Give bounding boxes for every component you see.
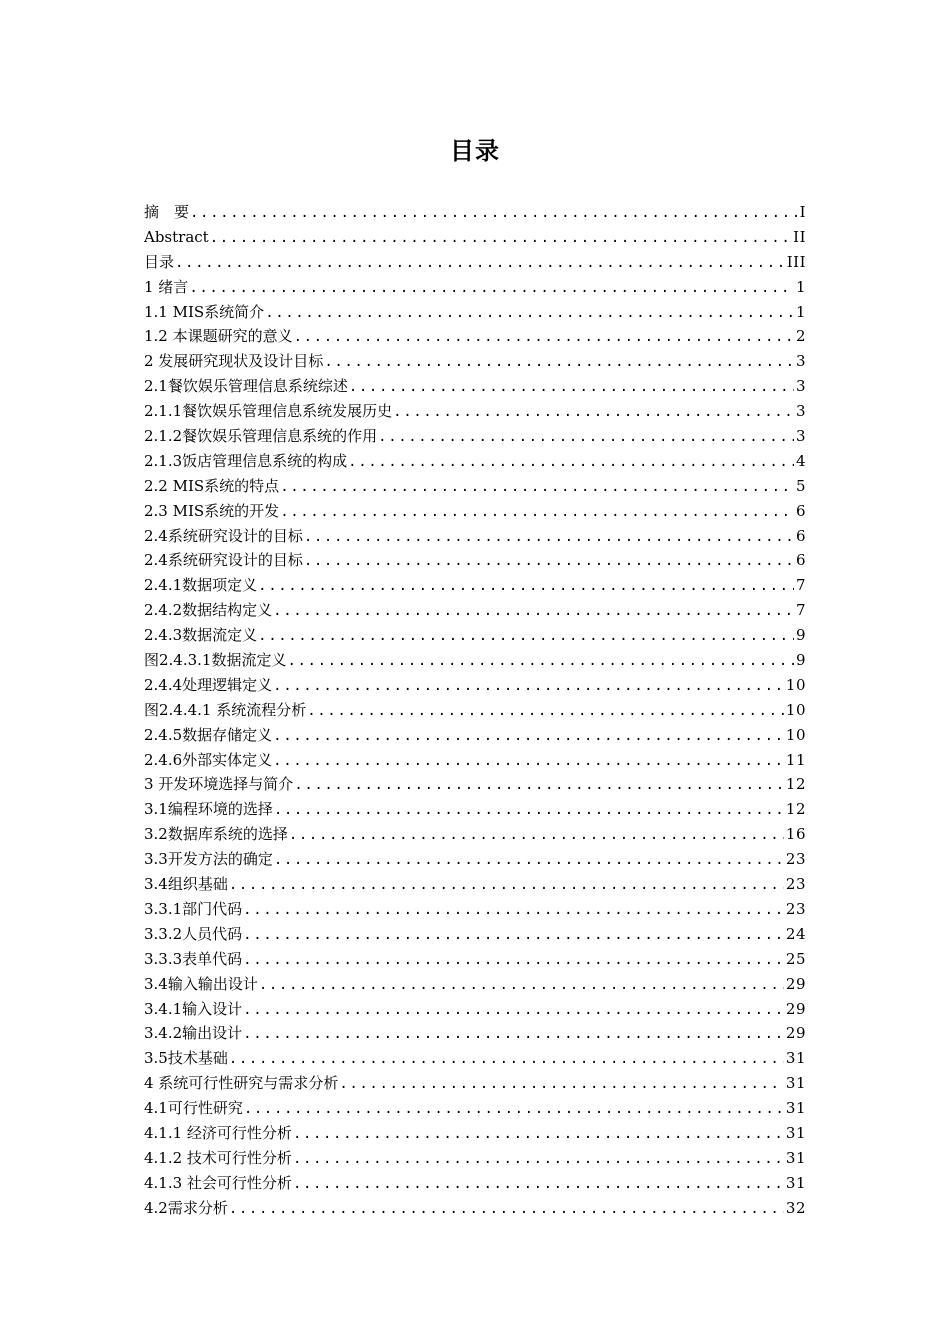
toc-dot-leader <box>273 749 784 773</box>
toc-entry[interactable] <box>144 947 806 972</box>
toc-entry-page: 1 <box>795 277 806 296</box>
toc-entry-page: 11 <box>785 750 806 769</box>
toc-entry-label: 4.2需求分析 <box>144 1198 228 1217</box>
toc-entry-page: 6 <box>795 551 806 570</box>
toc-entry-label: 3.4输入输出设计 <box>144 974 258 993</box>
toc-entry-page: 6 <box>795 526 806 545</box>
toc-entry-label: 2.4.6外部实体定义 <box>144 750 273 769</box>
toc-entry[interactable] <box>144 548 806 573</box>
toc-dot-leader <box>229 1047 784 1071</box>
toc-entry-page: 3 <box>795 352 806 371</box>
toc-entry-page: 23 <box>785 899 806 918</box>
toc-dot-leader <box>273 724 784 748</box>
toc-entry-label: 4.1.3 社会可行性分析 <box>144 1173 292 1192</box>
toc-entry-page: 1 <box>795 302 806 321</box>
toc-dot-leader <box>244 1097 784 1121</box>
toc-entry-page: 3 <box>795 427 806 446</box>
toc-entry-label: 3.3开发方法的确定 <box>144 850 273 869</box>
toc-dot-leader <box>243 948 784 972</box>
toc-entry-label: 2.1.3饭店管理信息系统的构成 <box>144 451 348 470</box>
toc-dot-leader <box>229 1197 784 1221</box>
toc-entry-label: 1.2 本课题研究的意义 <box>144 327 293 346</box>
toc-dot-leader <box>175 251 785 275</box>
toc-dot-leader <box>280 475 794 499</box>
toc-entry-page: 12 <box>785 800 806 819</box>
toc-entry-page: 31 <box>785 1123 806 1142</box>
toc-dot-leader <box>294 325 794 349</box>
toc-entry-page: 29 <box>785 1024 806 1043</box>
toc-entry[interactable] <box>144 997 806 1022</box>
toc-entry[interactable] <box>144 474 806 499</box>
toc-entry[interactable] <box>144 623 806 648</box>
toc-entry[interactable] <box>144 1096 806 1121</box>
toc-entry-label: 2.4.2数据结构定义 <box>144 601 273 620</box>
toc-entry[interactable] <box>144 1021 806 1046</box>
toc-entry-label: 2.2 MIS系统的特点 <box>144 476 280 495</box>
toc-entry-page: 31 <box>785 1148 806 1167</box>
toc-entry[interactable] <box>144 275 806 300</box>
toc-entry-label: 3.2数据库系统的选择 <box>144 825 288 844</box>
toc-entry-label: 3.3.3表单代码 <box>144 949 243 968</box>
toc-dot-leader <box>190 201 798 225</box>
toc-entry[interactable] <box>144 922 806 947</box>
toc-entry-label: 2 发展研究现状及设计目标 <box>144 352 324 371</box>
toc-dot-leader <box>229 873 784 897</box>
toc-dot-leader <box>304 549 794 573</box>
toc-entry[interactable] <box>144 897 806 922</box>
toc-entry-page: 31 <box>785 1099 806 1118</box>
toc-entry-label: 图2.4.4.1 系统流程分析 <box>144 700 307 719</box>
toc-entry-label: 3.5技术基础 <box>144 1049 228 1068</box>
toc-entry[interactable] <box>144 1046 806 1071</box>
toc-dot-leader <box>294 773 784 797</box>
toc-dot-leader <box>339 1072 784 1096</box>
toc-entry[interactable] <box>144 1171 806 1196</box>
toc-entry[interactable] <box>144 374 806 399</box>
toc-entry[interactable] <box>144 300 806 325</box>
toc-dot-leader <box>393 400 794 424</box>
toc-entry[interactable] <box>144 449 806 474</box>
toc-dot-leader <box>274 848 784 872</box>
toc-entry-label: 3.4.1输入设计 <box>144 999 243 1018</box>
toc-entry-label: 2.4.1数据项定义 <box>144 576 258 595</box>
toc-entry-page: 2 <box>795 327 806 346</box>
toc-entry-page: 4 <box>795 451 806 470</box>
toc-dot-leader <box>243 998 784 1022</box>
toc-entry-page: III <box>786 252 806 271</box>
toc-dot-leader <box>274 798 784 822</box>
toc-entry[interactable] <box>144 424 806 449</box>
toc-entry[interactable] <box>144 349 806 374</box>
toc-entry[interactable] <box>144 772 806 797</box>
toc-entry-label: 3.3.2人员代码 <box>144 924 243 943</box>
toc-dot-leader <box>324 350 794 374</box>
toc-entry-page: 3 <box>795 377 806 396</box>
toc-entry-label: 摘 要 <box>144 203 190 221</box>
toc-entry-label: 3.4组织基础 <box>144 875 228 894</box>
toc-entry[interactable] <box>144 324 806 349</box>
toc-entry[interactable] <box>144 1146 806 1171</box>
toc-entry-label: 2.1餐饮娱乐管理信息系统综述 <box>144 377 348 396</box>
toc-dot-leader <box>348 450 794 474</box>
toc-dot-leader <box>243 1022 784 1046</box>
toc-dot-leader <box>258 624 794 648</box>
toc-entry-label: 图2.4.3.1数据流定义 <box>144 651 287 670</box>
toc-entry-label: 2.4.4处理逻辑定义 <box>144 675 273 694</box>
toc-entry-label: 2.1.2餐饮娱乐管理信息系统的作用 <box>144 427 378 446</box>
toc-dot-leader <box>293 1147 784 1171</box>
toc-entry-page: 23 <box>785 850 806 869</box>
toc-dot-leader <box>243 923 784 947</box>
toc-entry-label: 3.1编程环境的选择 <box>144 800 273 819</box>
toc-entry-page: 16 <box>785 825 806 844</box>
toc-entry-label: 4.1.2 技术可行性分析 <box>144 1148 292 1167</box>
toc-entry-page: 7 <box>795 601 806 620</box>
toc-dot-leader <box>210 226 791 250</box>
toc-dot-leader <box>378 425 794 449</box>
toc-entry[interactable] <box>144 872 806 897</box>
toc-entry-page: 6 <box>795 501 806 520</box>
toc-dot-leader <box>287 649 793 673</box>
toc-dot-leader <box>280 500 794 524</box>
toc-dot-leader <box>189 276 794 300</box>
toc-entry-label: 2.4系统研究设计的目标 <box>144 526 303 545</box>
toc-entry-page: 7 <box>795 576 806 595</box>
toc-entry-label: 4.1.1 经济可行性分析 <box>144 1123 292 1142</box>
toc-entry[interactable] <box>144 598 806 623</box>
toc-entry-label: 目录 <box>144 252 175 271</box>
toc-entry[interactable] <box>144 1196 806 1221</box>
toc-dot-leader <box>258 574 794 598</box>
toc-entry-label: 2.1.1餐饮娱乐管理信息系统发展历史 <box>144 402 393 421</box>
toc-entry[interactable] <box>144 723 806 748</box>
toc-dot-leader <box>293 1122 784 1146</box>
toc-entry-page: 10 <box>785 725 806 744</box>
toc-entry-page: 3 <box>795 402 806 421</box>
toc-dot-leader <box>304 525 794 549</box>
toc-entry-page: 10 <box>785 675 806 694</box>
toc-entry-page: 32 <box>785 1198 806 1217</box>
toc-entry[interactable] <box>144 573 806 598</box>
toc-entry[interactable] <box>144 250 806 275</box>
toc-entry[interactable] <box>144 822 806 847</box>
toc-entry-page: 12 <box>785 775 806 794</box>
toc-entry[interactable] <box>144 524 806 549</box>
toc-entry-page: 31 <box>785 1173 806 1192</box>
toc-entry[interactable] <box>144 399 806 424</box>
toc-entry[interactable] <box>144 648 806 673</box>
toc-dot-leader <box>243 898 784 922</box>
toc-dot-leader <box>307 699 784 723</box>
toc-entry-label: 2.4.5数据存储定义 <box>144 725 273 744</box>
toc-entry-label: 2.3 MIS系统的开发 <box>144 501 280 520</box>
toc-entry[interactable] <box>144 1121 806 1146</box>
toc-entry[interactable] <box>144 225 806 250</box>
toc-entry[interactable] <box>144 748 806 773</box>
toc-entry-page: I <box>799 203 806 221</box>
toc-entry-page: 29 <box>785 999 806 1018</box>
toc-entry-label: 3 开发环境选择与简介 <box>144 775 294 794</box>
toc-entry[interactable] <box>144 673 806 698</box>
toc-entry-page: 10 <box>785 700 806 719</box>
toc-entry[interactable] <box>144 972 806 997</box>
toc-dot-leader <box>289 823 784 847</box>
toc-entry-page: 23 <box>785 875 806 894</box>
toc-entry-page: II <box>793 227 806 246</box>
toc-dot-leader <box>273 599 794 623</box>
table-of-contents <box>144 200 806 1221</box>
toc-dot-leader <box>273 674 784 698</box>
toc-entry-label: 4.1可行性研究 <box>144 1099 243 1118</box>
toc-entry-label: 2.4系统研究设计的目标 <box>144 551 303 570</box>
toc-entry-page: 29 <box>785 974 806 993</box>
toc-entry-page: 25 <box>785 949 806 968</box>
toc-entry-label: 3.4.2输出设计 <box>144 1024 243 1043</box>
toc-entry-page: 31 <box>785 1049 806 1068</box>
toc-entry-page: 9 <box>795 651 806 670</box>
toc-dot-leader <box>259 973 784 997</box>
toc-entry-page: 5 <box>795 476 806 495</box>
toc-dot-leader <box>293 1172 784 1196</box>
page-title: 目录 <box>450 137 500 165</box>
toc-dot-leader <box>349 375 794 399</box>
toc-dot-leader <box>265 301 794 325</box>
toc-entry[interactable] <box>144 1071 806 1096</box>
toc-entry-label: 4 系统可行性研究与需求分析 <box>144 1074 339 1093</box>
toc-entry[interactable] <box>144 797 806 822</box>
toc-entry-label: 1.1 MIS系统简介 <box>144 302 265 321</box>
toc-entry-label: Abstract <box>144 227 209 246</box>
toc-entry-label: 3.3.1部门代码 <box>144 899 243 918</box>
toc-entry[interactable] <box>144 698 806 723</box>
toc-entry-label: 1 绪言 <box>144 277 189 296</box>
toc-entry-label: 2.4.3数据流定义 <box>144 626 258 645</box>
toc-entry[interactable] <box>144 847 806 872</box>
toc-entry-page: 24 <box>785 924 806 943</box>
toc-entry[interactable] <box>144 499 806 524</box>
toc-entry-page: 9 <box>795 626 806 645</box>
toc-entry-page: 31 <box>785 1074 806 1093</box>
toc-entry[interactable] <box>144 200 806 225</box>
